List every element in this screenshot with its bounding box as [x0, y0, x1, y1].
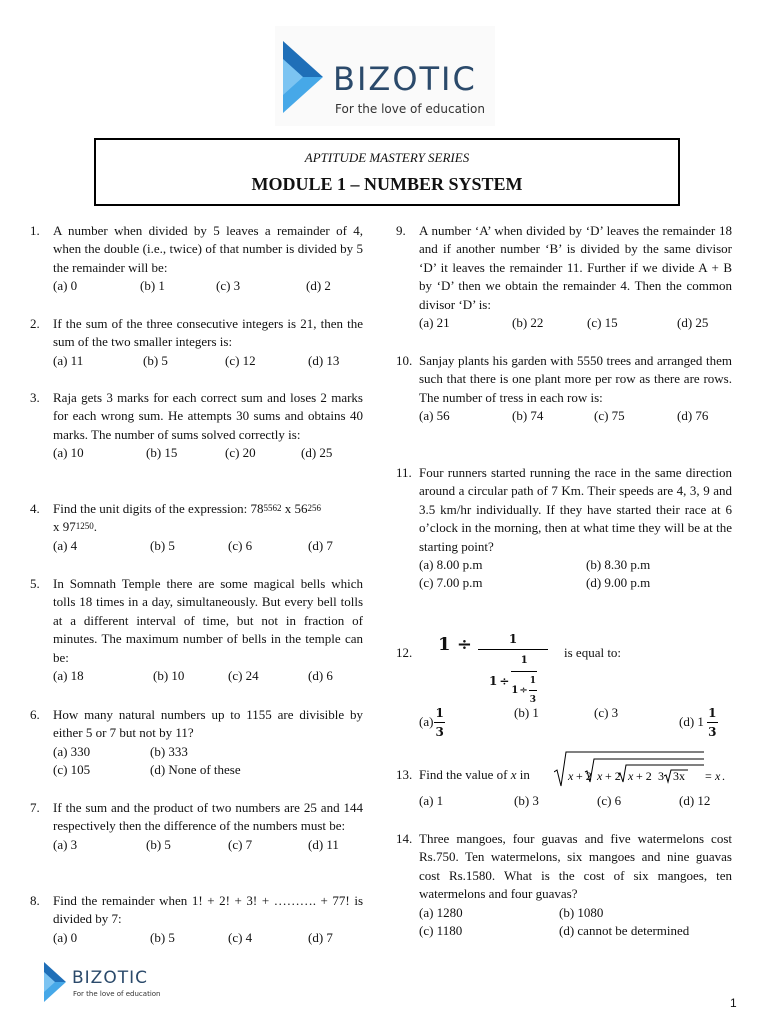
options: [53, 761, 363, 779]
options: [53, 444, 363, 462]
question-expression: 1 ÷: [438, 634, 472, 655]
option-b: (b) 5: [146, 836, 171, 852]
option-c: (c) 6: [228, 537, 253, 553]
header-logo: [275, 26, 495, 126]
options: [53, 277, 363, 295]
question-text: Find the remainder when 1! + 2! + 3! + ………. + 77! is divided by 7:: [53, 893, 363, 927]
option-a: (a) 56: [419, 408, 450, 424]
svg-text:x+ 2 x+ 2 x+ 2: x + 2 x + 2 x + 2 3 3x = x .: [568, 769, 725, 783]
option-b: (b) 5: [150, 929, 175, 945]
option-a: (a) 1280: [419, 904, 463, 920]
option-d: (d) 9.00 p.m: [586, 575, 651, 591]
option-d: (d) 2: [306, 278, 331, 294]
option-b: (b) 8.30 p.m: [586, 557, 651, 573]
option-a: (a) 11: [53, 352, 84, 368]
option-d: (d) None of these: [150, 761, 241, 777]
option-c: (c) 1180: [419, 922, 463, 938]
option-c: (c) 15: [587, 315, 618, 331]
option-c: (c) 7.00 p.m: [419, 575, 483, 591]
question-text: Raja gets 3 marks for each correct sum and loses 2 marks for each wrong sum. He attempts 30 sums and obtains 40 marks. The number of sums solved correctly is:: [53, 390, 363, 442]
question-number: 10.: [396, 353, 413, 368]
bizotic-logo-icon: [283, 41, 323, 113]
title-box: [94, 138, 680, 206]
fraction-expression: 1 1 ÷ 1 1 ÷ $\frac{1}{3}$: [478, 630, 548, 710]
footer-tagline: For the love of education: [73, 990, 161, 998]
option-c: (c) 12: [225, 352, 256, 368]
question-text: In Somnath Temple there are some magical bells which tolls 18 times in a day, simultaneously. But every bell tolls at a different interval of time, but not in fraction of minutes. The maximum number of bells in the temple can be:: [53, 576, 363, 665]
option-d: (d) 76: [677, 408, 709, 424]
option-b: (b) 5: [150, 537, 175, 553]
options: [419, 922, 732, 940]
option-d: (d) 25: [301, 445, 333, 461]
options: [53, 537, 363, 555]
options: [419, 556, 732, 574]
question-text: Find the unit digits of the expression: $78^{5562}$ x $56^{256}$ x $97^{1250}$.: [53, 501, 322, 535]
brand-name: BIZOTIC: [333, 60, 477, 98]
options: [53, 743, 363, 761]
option-a: (a) 8.00 p.m: [419, 557, 483, 573]
options: [419, 696, 732, 740]
question-number: 6.: [30, 707, 40, 722]
option-d: (d) 6: [308, 668, 333, 684]
option-b: (b) 74: [512, 408, 544, 424]
options: [419, 574, 732, 592]
question-text: A number ‘A’ when divided by ‘D’ leaves the remainder 18 and if another number ‘B’ is divided by the same divisor ‘D’ it leaves the remainder 11. Further if we divide A + B by ‘D’ then we obtain the remainder 4. Then the common divisor ‘D’ is:: [419, 223, 732, 312]
option-c: (c) 105: [53, 761, 91, 777]
option-a: (a) 18: [53, 668, 84, 684]
option-a: (a) 21: [419, 315, 450, 331]
footer-brand-name: BIZOTIC: [72, 968, 148, 988]
page-number: 1: [730, 996, 737, 1010]
option-b: (b) 15: [146, 445, 178, 461]
question-number: 1.: [30, 223, 40, 238]
options: [53, 667, 363, 685]
option-c: (c) 3: [594, 705, 619, 720]
question-text: Three mangoes, four guavas and five watermelons cost Rs.750. Ten watermelons, six mangoes and nine guavas cost Rs.1580. What is the cost of six mangoes, ten watermelons and four guavas?: [419, 831, 732, 902]
option-c: (c) 4: [228, 929, 253, 945]
option-d: (d) 12: [679, 793, 711, 808]
option-b: (b) 10: [153, 668, 185, 684]
question-number: 12.: [396, 645, 413, 660]
module-title: MODULE 1 – NUMBER SYSTEM: [251, 174, 523, 194]
question-number: 9.: [396, 223, 406, 238]
option-c: (c) 6: [597, 793, 622, 808]
question-text: Sanjay plants his garden with 5550 trees and arranged them such that there is one plant more per row as there are rows. The number of tress in each row is:: [419, 353, 732, 405]
question-number: 5.: [30, 576, 40, 591]
footer-logo: [44, 960, 164, 1006]
radical-expression: [554, 750, 734, 790]
question-number: 2.: [30, 316, 40, 331]
option-a: (a) 4: [53, 537, 78, 553]
question-text: If the sum and the product of two numbers are 25 and 144 respectively then the difference of the numbers must be:: [53, 800, 363, 834]
option-c: (c) 20: [225, 445, 256, 461]
option-d: (d) 25: [677, 315, 709, 331]
series-title: APTITUDE MASTERY SERIES: [304, 150, 470, 165]
options: [419, 904, 732, 922]
option-c: (c) 75: [594, 408, 625, 424]
option-d: (d) cannot be determined: [559, 922, 690, 938]
question-number: 11.: [396, 465, 412, 480]
option-a: (a) 0: [53, 278, 78, 294]
question-number: 8.: [30, 893, 40, 908]
option-a: (a) $\frac{1}{3}$: [419, 706, 444, 740]
option-b: (b) 1080: [559, 904, 604, 920]
question-text: Find the value of x in: [419, 767, 530, 782]
option-d: (d) 7: [308, 929, 333, 945]
option-a: (a) 3: [53, 836, 78, 852]
option-b: (b) 22: [512, 315, 544, 331]
option-a: (a) 1: [419, 793, 444, 808]
option-d: (d) 7: [308, 537, 333, 553]
options: [53, 352, 363, 370]
question-13: [396, 752, 732, 812]
option-c: (c) 24: [228, 668, 259, 684]
option-c: (c) 3: [216, 278, 241, 294]
option-b: (b) 1: [514, 705, 539, 720]
option-b: (b) 3: [514, 793, 539, 808]
question-text: How many natural numbers up to 1155 are divisible by either 5 or 7 but not by 11?: [53, 707, 363, 741]
options: [419, 407, 732, 425]
question-number: 4.: [30, 501, 40, 516]
option-a: (a) 0: [53, 929, 78, 945]
option-c: (c) 7: [228, 836, 253, 852]
question-number: 14.: [396, 831, 413, 846]
option-a: (a) 330: [53, 743, 91, 759]
options: [53, 929, 363, 947]
option-a: (a) 10: [53, 445, 84, 461]
option-d: (d) 13: [308, 352, 340, 368]
question-12: [396, 628, 732, 738]
options: [53, 836, 363, 854]
option-d: (d) 1 $\frac{1}{3}$: [679, 706, 717, 740]
brand-tagline: For the love of education: [335, 102, 485, 116]
options: [419, 314, 732, 332]
question-text: A number when divided by 5 leaves a remainder of 4, when the double (i.e., twice) of that number is divided by 5 the remainder will be:: [53, 223, 363, 275]
option-b: (b) 5: [143, 352, 168, 368]
bizotic-logo-icon: [44, 962, 66, 1002]
question-number: 3.: [30, 390, 40, 405]
option-b: (b) 1: [140, 278, 165, 294]
question-text: Four runners started running the race in the same direction around a circular path of 7 Km. Their speeds are 4, 3, 9 and 3.5 km/hr individually. If they have started their race at 6 o’clock in the morning, then at what time they will be at the starting point?: [419, 465, 732, 554]
option-d: (d) 11: [308, 836, 339, 852]
question-number: 13.: [396, 767, 413, 782]
question-text: If the sum of the three consecutive integers is 21, then the sum of the two smaller integers is:: [53, 316, 363, 350]
option-b: (b) 333: [150, 743, 188, 759]
question-text: is equal to:: [564, 645, 622, 660]
question-number: 7.: [30, 800, 40, 815]
